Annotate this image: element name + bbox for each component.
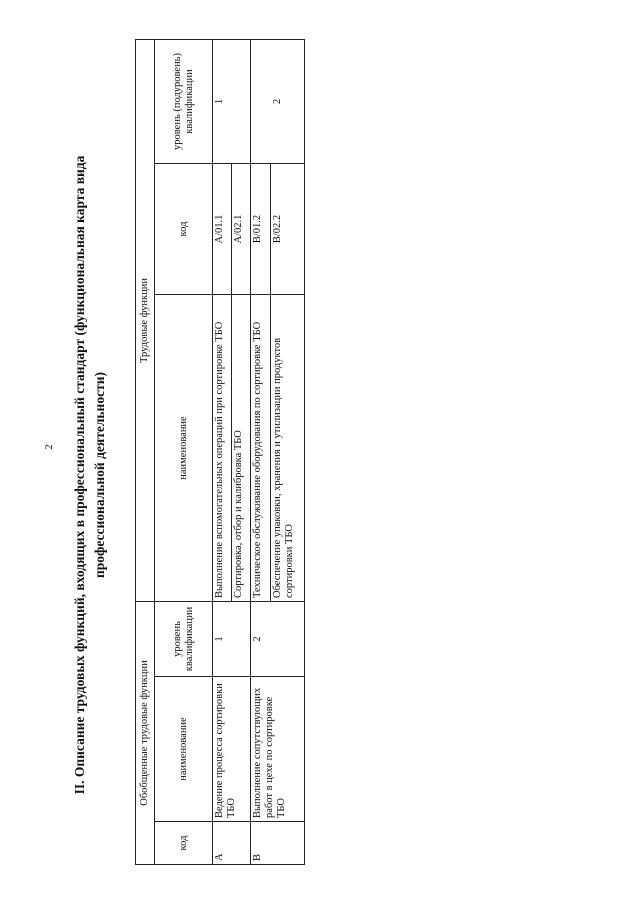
row-b-func-2-code: B/02.2 bbox=[270, 164, 305, 295]
table-row bbox=[251, 39, 270, 864]
table-header-row bbox=[155, 39, 213, 864]
header-code: код bbox=[155, 822, 213, 865]
row-b-name: Выполнение сопутствующих работ в цехе по сортировке ТБО bbox=[251, 677, 305, 822]
heading-line-2: профессиональной деятельности) bbox=[92, 372, 107, 578]
table-row bbox=[213, 39, 232, 864]
heading-line-1: II. Описание трудовых функций, входящих в профессиональный стандарт (функциональная карта вида bbox=[72, 155, 87, 795]
row-b-sublevel: 2 bbox=[251, 39, 305, 163]
row-b-code: B bbox=[251, 822, 305, 865]
header-generalized-functions: Обобщенные трудовые функции bbox=[136, 602, 155, 865]
row-b-func-2-name: Обеспечение упаковки, хранения и утилизации продуктов сортировки ТБО bbox=[270, 295, 305, 602]
row-a-func-1-name: Выполнение вспомогательных операций при сортировке ТБО bbox=[213, 295, 232, 602]
header-level: уровень квалификации bbox=[155, 602, 213, 677]
section-heading bbox=[70, 105, 110, 845]
header-tf-name: наименование bbox=[155, 295, 213, 602]
row-b-func-1-name: Техническое обслуживание оборудования по сортировке ТБО bbox=[251, 295, 270, 602]
header-tf-code: код bbox=[155, 164, 213, 295]
row-a-func-2-name: Сортировка, отбор и калибровка ТБО bbox=[232, 295, 251, 602]
row-a-sublevel: 1 bbox=[213, 39, 251, 163]
row-a-level: 1 bbox=[213, 602, 251, 677]
row-b-func-1-code: B/01.2 bbox=[251, 164, 270, 295]
page-number: 2 bbox=[44, 444, 55, 450]
row-a-name: Ведение процесса сортировки ТБО bbox=[213, 677, 251, 822]
functional-map-table bbox=[135, 39, 305, 865]
row-a-func-1-code: A/01.1 bbox=[213, 164, 232, 295]
row-a-code: A bbox=[213, 822, 251, 865]
row-b-level: 2 bbox=[251, 602, 305, 677]
table-header-group-row bbox=[136, 39, 155, 864]
header-labor-functions: Трудовые функции bbox=[136, 39, 155, 601]
header-name: наименование bbox=[155, 677, 213, 822]
row-a-func-2-code: A/02.1 bbox=[232, 164, 251, 295]
header-sublevel: уровень (подуровень) квалификации bbox=[155, 39, 213, 163]
